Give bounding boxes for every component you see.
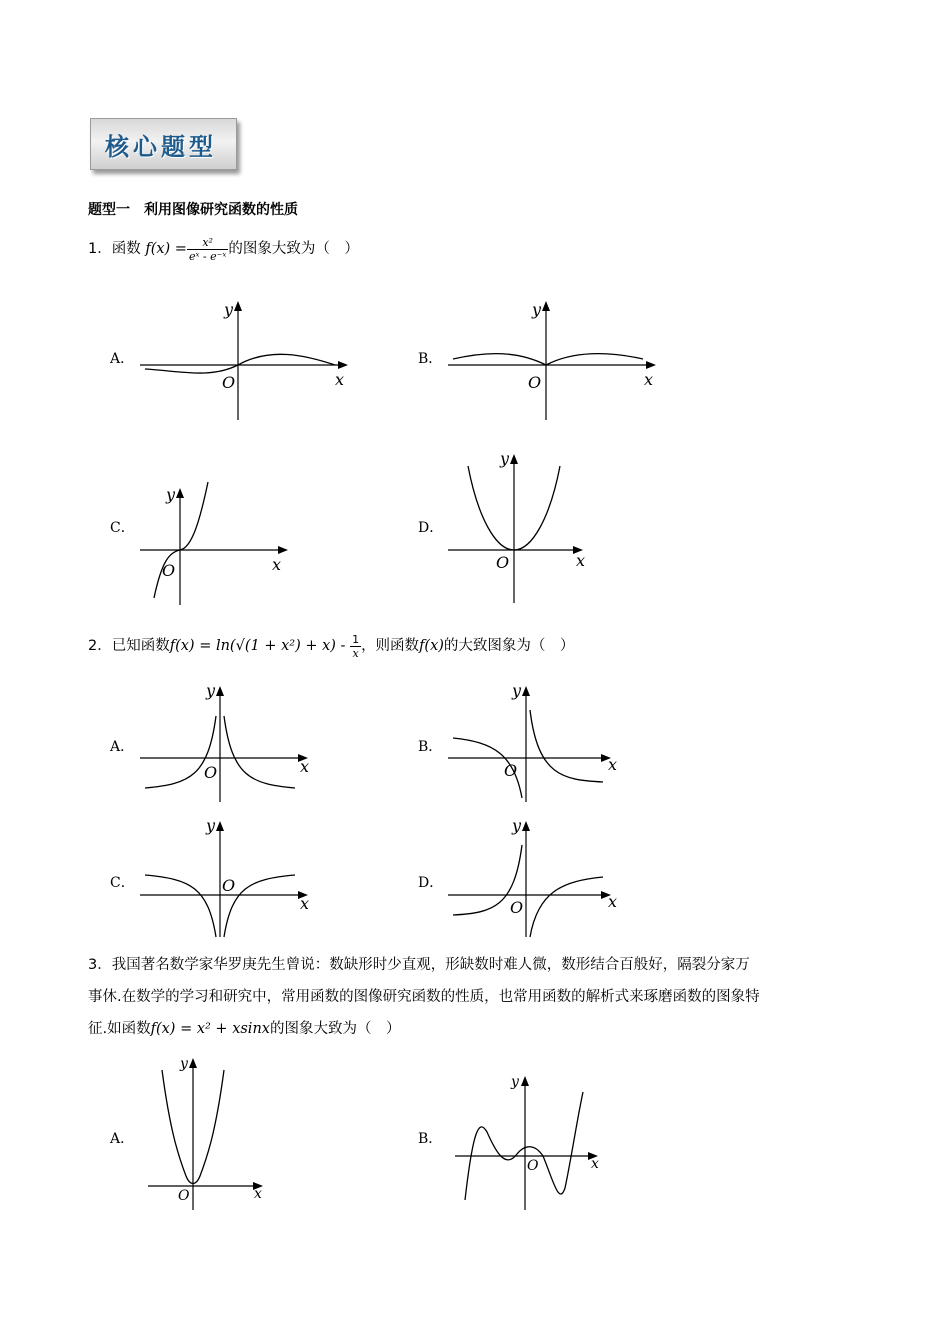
q2-option-b-label: B． [418, 739, 443, 755]
q3-formula: f(x) = x² + xsinx [150, 1021, 270, 1037]
x-axis-label: x [608, 755, 618, 774]
q1-graph-c[interactable] [140, 480, 300, 610]
x-axis-label: x [591, 1156, 599, 1172]
q3-option-b-label: B． [418, 1131, 443, 1147]
x-axis-label: x [300, 757, 310, 776]
y-axis-label: y [511, 1074, 519, 1090]
question-3-line-1: 3．我国著名数学家华罗庚先生曾说：数缺形时少直观，形缺数时难人微，数形结合百般好，隔裂分家万 [88, 957, 750, 973]
y-axis-label: y [512, 816, 522, 835]
q1-graph-b[interactable] [448, 295, 663, 425]
q3-graph-a[interactable] [148, 1050, 278, 1215]
question-3-line-3: 征.如函数f(x) = x² + xsinx的图象大致为（ ） [88, 1021, 401, 1037]
section-title: 题型一 利用图像研究函数的性质 [88, 202, 298, 218]
banner-title: 核心题型 [105, 132, 217, 161]
x-axis-label: x [300, 894, 310, 913]
q2-option-a-label: A． [110, 739, 135, 755]
question-2: 2．已知函数f(x) = ln(√(1 + x²) + x) - $\frac{1}{x}$ ，则函数f(x)的大致图象为（ ） [88, 632, 575, 660]
origin-label: O [162, 561, 176, 580]
x-axis-label: x [272, 555, 282, 574]
x-axis-label: x [335, 370, 345, 389]
q2-formula: f(x) = ln(√(1 + x²) + x) - [169, 638, 346, 654]
question-1: 1．函数 f(x) = $\frac{\text{x²}}{\text{eˣ - e⁻ˣ}}$ 的图象大致为（ ） [88, 235, 359, 263]
origin-label: O [496, 553, 510, 572]
q1-graph-d[interactable] [448, 448, 598, 608]
origin-label: O [222, 373, 236, 392]
y-axis-label: y [512, 681, 522, 700]
q2-graph-b[interactable] [448, 680, 628, 805]
q2-graph-c[interactable] [140, 815, 320, 940]
q1-option-b-label: B． [418, 351, 443, 367]
q1-option-c-label: C． [110, 520, 135, 536]
y-axis-label: y [180, 1056, 188, 1072]
q3-option-a-label: A． [110, 1131, 135, 1147]
y-axis-label: y [224, 300, 234, 319]
x-axis-label: x [644, 370, 654, 389]
origin-label: O [222, 876, 236, 895]
section-banner [90, 118, 237, 170]
q3-graph-b[interactable] [455, 1070, 615, 1215]
y-axis-label: y [166, 485, 176, 504]
y-axis-label: y [206, 681, 216, 700]
origin-label: O [528, 373, 542, 392]
q2-option-c-label: C． [110, 875, 135, 891]
q1-graph-a[interactable] [140, 295, 355, 425]
y-axis-label: y [500, 449, 510, 468]
x-axis-label: x [254, 1186, 262, 1202]
q1-formula: f(x) = $\frac{\text{x²}}{\text{eˣ - e⁻ˣ}}$ [145, 235, 227, 263]
origin-label: O [204, 763, 218, 782]
y-axis-label: y [206, 816, 216, 835]
y-axis-label: y [532, 300, 542, 319]
question-3-line-2: 事休.在数学的学习和研究中，常用函数的图像研究函数的性质，也常用函数的解析式来琢磨函数的图象特 [88, 989, 760, 1005]
origin-label: O [178, 1188, 190, 1204]
origin-label: O [527, 1158, 539, 1174]
q1-option-d-label: D． [418, 520, 444, 536]
origin-label: O [504, 761, 518, 780]
q1-option-a-label: A． [110, 351, 135, 367]
origin-label: O [510, 898, 524, 917]
q2-graph-a[interactable] [140, 680, 320, 805]
q2-graph-d[interactable] [448, 815, 628, 940]
x-axis-label: x [576, 551, 586, 570]
x-axis-label: x [608, 892, 618, 911]
q2-option-d-label: D． [418, 875, 444, 891]
